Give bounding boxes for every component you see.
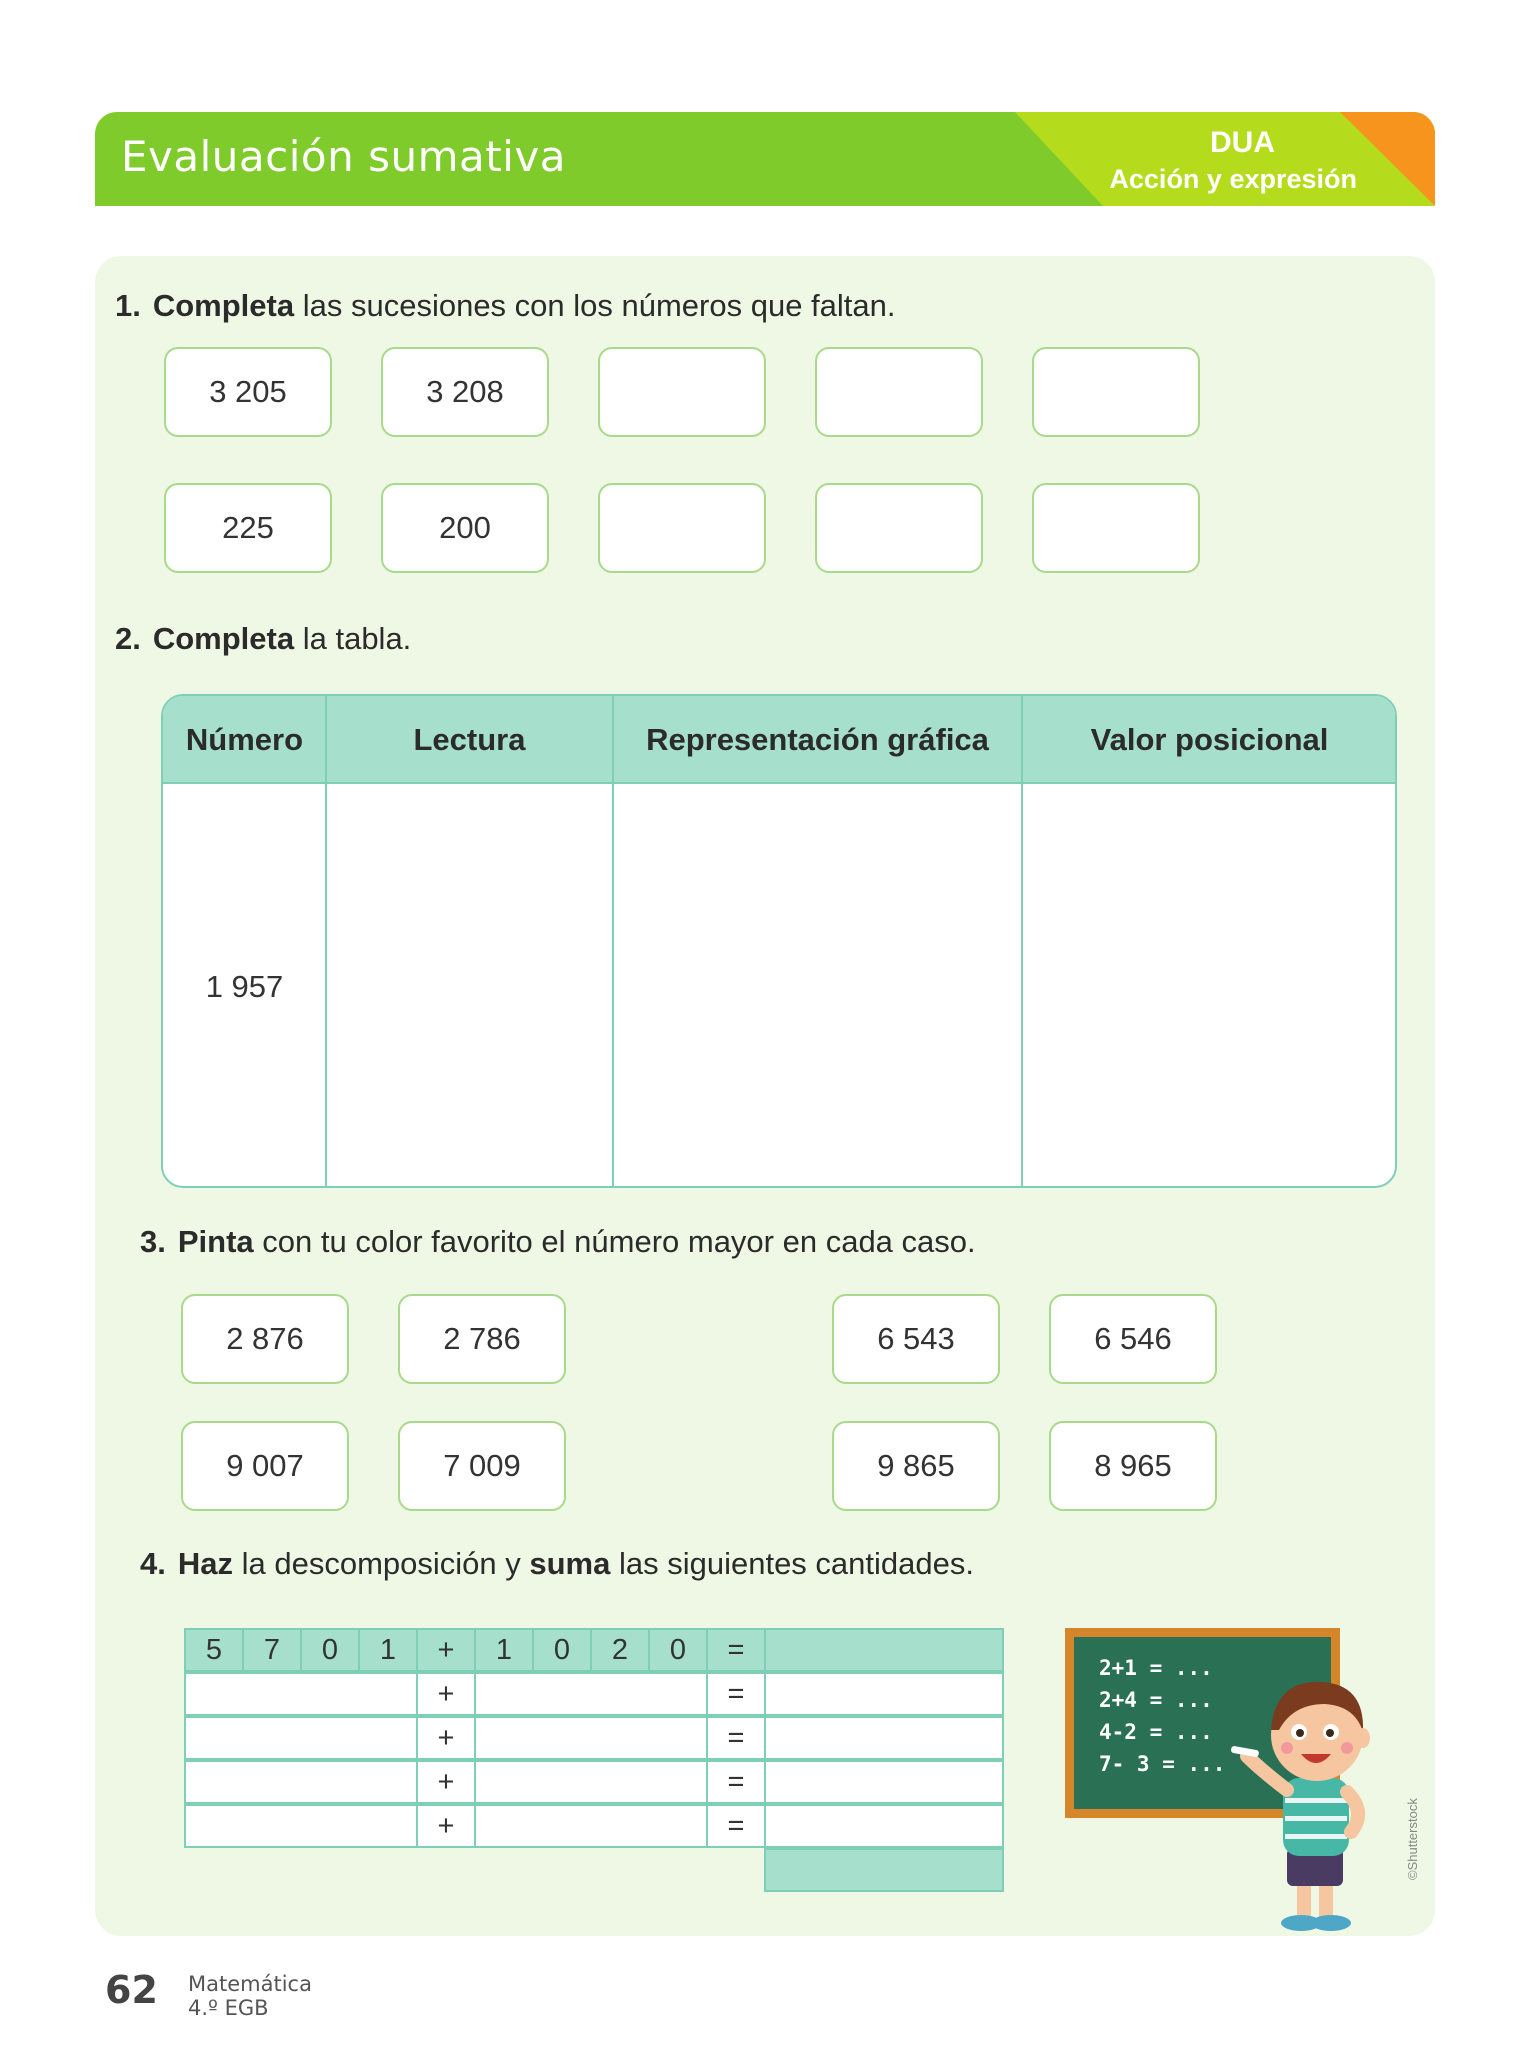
digit-cell: 2 xyxy=(590,1628,650,1672)
board-line: 2+1 = ... xyxy=(1099,1656,1213,1680)
number-table xyxy=(161,694,1397,1188)
total-cell[interactable] xyxy=(764,1848,1004,1892)
question-4-number: 4. xyxy=(140,1546,166,1581)
question-1-verb: Completa xyxy=(152,288,295,323)
image-credit: ©Shutterstock xyxy=(1405,1798,1420,1880)
plus-cell: + xyxy=(416,1672,476,1716)
sequence-2-box-1: 225 xyxy=(164,483,332,573)
question-1 xyxy=(115,288,896,324)
digit-cell: 0 xyxy=(300,1628,360,1672)
addend-cell[interactable] xyxy=(184,1672,418,1716)
question-2 xyxy=(115,621,411,657)
equals-cell: = xyxy=(706,1760,766,1804)
question-3-text: con tu color favorito el número mayor en cada caso. xyxy=(253,1224,976,1259)
column-divider xyxy=(1021,696,1023,1186)
result-cell[interactable] xyxy=(764,1804,1004,1848)
compare-box[interactable]: 6 543 xyxy=(832,1294,1000,1384)
sequence-2-box-3[interactable] xyxy=(598,483,766,573)
sequence-1-box-5[interactable] xyxy=(1032,347,1200,437)
header-banner xyxy=(95,112,1435,206)
digit-cell: 7 xyxy=(242,1628,302,1672)
result-cell[interactable] xyxy=(764,1672,1004,1716)
question-2-number: 2. xyxy=(115,621,141,656)
addend-cell[interactable] xyxy=(474,1760,708,1804)
addend-cell[interactable] xyxy=(184,1760,418,1804)
sequence-2-box-2: 200 xyxy=(381,483,549,573)
addend-cell[interactable] xyxy=(474,1804,708,1848)
question-3-number: 3. xyxy=(140,1224,166,1259)
addend-cell[interactable] xyxy=(474,1672,708,1716)
board-line: 2+4 = ... xyxy=(1099,1688,1213,1712)
page-title: Evaluación sumativa xyxy=(121,132,566,181)
equals-cell: = xyxy=(706,1716,766,1760)
column-divider xyxy=(612,696,614,1186)
sequence-1-box-4[interactable] xyxy=(815,347,983,437)
dua-title: DUA xyxy=(1210,126,1275,159)
equals-cell: = xyxy=(706,1672,766,1716)
compare-box[interactable]: 7 009 xyxy=(398,1421,566,1511)
header-valor: Valor posicional xyxy=(1090,722,1329,757)
header-lectura: Lectura xyxy=(413,722,526,757)
question-3-verb: Pinta xyxy=(177,1224,254,1259)
result-cell[interactable] xyxy=(764,1716,1004,1760)
question-4-text-1: la descomposición y xyxy=(233,1546,530,1581)
digit-cell: 0 xyxy=(532,1628,592,1672)
board-line: 7- 3 = ... xyxy=(1099,1752,1226,1776)
digit-cell: 0 xyxy=(648,1628,708,1672)
result-cell[interactable] xyxy=(764,1760,1004,1804)
dua-subtitle: Acción y expresión xyxy=(1109,164,1357,194)
compare-box[interactable]: 9 007 xyxy=(181,1421,349,1511)
question-4-text-2: las siguientes cantidades. xyxy=(610,1546,974,1581)
compare-box[interactable]: 6 546 xyxy=(1049,1294,1217,1384)
equals-cell: = xyxy=(706,1628,766,1672)
compare-box[interactable]: 9 865 xyxy=(832,1421,1000,1511)
footer-grade: 4.º EGB xyxy=(188,1996,269,2020)
plus-cell: + xyxy=(416,1628,476,1672)
plus-cell: + xyxy=(416,1804,476,1848)
boy-chalkboard-illustration xyxy=(1065,1620,1390,1940)
digit-cell: 5 xyxy=(184,1628,244,1672)
compare-box[interactable]: 2 786 xyxy=(398,1294,566,1384)
equals-cell: = xyxy=(706,1804,766,1848)
digit-cell: 1 xyxy=(358,1628,418,1672)
footer-subject-name: Matemática xyxy=(188,1972,312,1996)
table-number-value: 1 957 xyxy=(205,969,284,1004)
header-representacion: Representación gráfica xyxy=(646,722,989,757)
sequence-1-box-3[interactable] xyxy=(598,347,766,437)
result-cell[interactable] xyxy=(764,1628,1004,1672)
question-2-verb: Completa xyxy=(152,621,295,656)
compare-box[interactable]: 8 965 xyxy=(1049,1421,1217,1511)
plus-cell: + xyxy=(416,1760,476,1804)
question-4-verb-2: suma xyxy=(529,1546,611,1581)
header-numero: Número xyxy=(185,722,304,757)
sequence-2-box-4[interactable] xyxy=(815,483,983,573)
question-4-verb-1: Haz xyxy=(177,1546,233,1581)
compare-box[interactable]: 2 876 xyxy=(181,1294,349,1384)
digit-cell: 1 xyxy=(474,1628,534,1672)
page-number: 62 xyxy=(105,1968,158,2012)
sequence-1-box-2: 3 208 xyxy=(381,347,549,437)
question-1-text: las sucesiones con los números que faltan. xyxy=(294,288,896,323)
question-1-number: 1. xyxy=(115,288,141,323)
footer-subject xyxy=(188,1972,312,2020)
question-4 xyxy=(140,1546,974,1582)
board-line: 4-2 = ... xyxy=(1099,1720,1213,1744)
addend-cell[interactable] xyxy=(184,1716,418,1760)
plus-cell: + xyxy=(416,1716,476,1760)
question-3 xyxy=(140,1224,976,1260)
addend-cell[interactable] xyxy=(474,1716,708,1760)
question-2-text: la tabla. xyxy=(294,621,412,656)
sequence-2-box-5[interactable] xyxy=(1032,483,1200,573)
addend-cell[interactable] xyxy=(184,1804,418,1848)
sequence-1-box-1: 3 205 xyxy=(164,347,332,437)
